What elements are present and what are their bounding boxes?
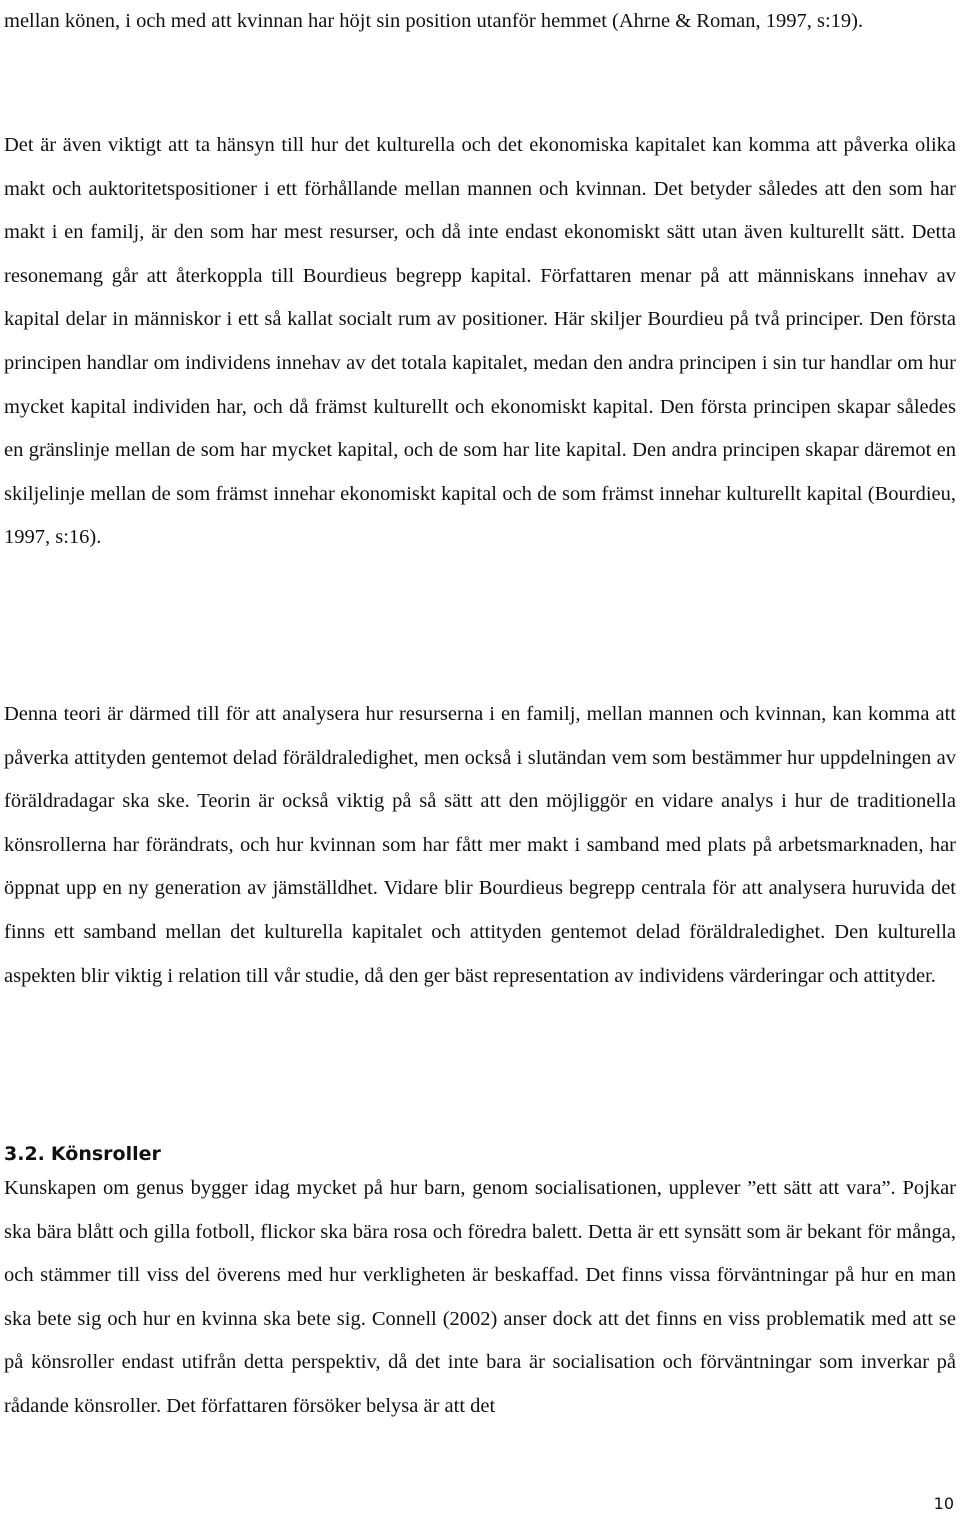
section-number: 3.2.: [4, 1143, 45, 1165]
section-heading: [4, 1139, 161, 1169]
paragraph-gender-roles: Kunskapen om genus bygger idag mycket på hur barn, genom socialisationen, upplever ”ett sätt att vara”. Pojkar ska bära blått och gilla fotboll, flickor ska bära rosa och föredra balett. Detta är ett synsätt som är bekant för många, och stämmer till viss del överens med hur verkligheten är beskaffad. Det finns vissa förväntningar på hur en man ska bete sig och hur en kvinna ska bete sig. Connell (2002) anser dock att det finns en viss problematik med att se på könsroller endast utifrån detta perspektiv, då det inte bara är socialisation och förväntningar som inverkar på rådande könsroller. Det författaren försöker belysa är att det: [4, 1177, 956, 1417]
section-title: Könsroller: [50, 1143, 161, 1165]
paragraph-bourdieu-capital: Det är även viktigt att ta hänsyn till hur det kulturella och det ekonomiska kapitalet kan komma att påverka olika makt och auktoritetspositioner i ett förhållande mellan mannen och kvinnan. Det betyder således att den som har makt i en familj, är den som har mest resurser, och då inte endast ekonomiskt sätt utan även kulturellt sätt. Detta resonemang går att återkoppla till Bourdieus begrepp kapital. Författaren menar på att människans innehav av kapital delar in människor i ett så kallat socialt rum av positioner. Här skiljer Bourdieu på två principer. Den första principen handlar om individens innehav av det totala kapitalet, medan den andra principen i sin tur handlar om hur mycket kapital individen har, och då främst kulturellt och ekonomiskt kapital. Den första principen skapar således en gränslinje mellan de som har mycket kapital, och de som har lite kapital. Den andra principen skapar däremot en skiljelinje mellan de som främst innehar ekonomiskt kapital och de som främst innehar kulturellt kapital (Bourdieu, 1997, s:16).: [4, 134, 956, 549]
page-number: 10: [933, 1494, 954, 1513]
paragraph-continued: mellan könen, i och med att kvinnan har höjt sin position utanför hemmet (Ahrne & Roman, 1997, s:19).: [4, 10, 864, 32]
paragraph-theory-analysis: Denna teori är därmed till för att analysera hur resurserna i en familj, mellan mannen och kvinnan, kan komma att påverka attityden gentemot delad föräldraledighet, men också i slutändan vem som bestämmer hur uppdelningen av föräldradagar ska ske. Teorin är också viktig på så sätt att den möjliggör en vidare analys i hur de traditionella könsrollerna har förändrats, och hur kvinnan som har fått mer makt i samband med plats på arbetsmarknaden, har öppnat upp en ny generation av jämställdhet. Vidare blir Bourdieus begrepp centrala för att analysera huruvida det finns ett samband mellan det kulturella kapitalet och attityden gentemot delad föräldraledighet. Den kulturella aspekten blir viktig i relation till vår studie, då den ger bäst representation av individens värderingar och attityder.: [4, 703, 956, 987]
